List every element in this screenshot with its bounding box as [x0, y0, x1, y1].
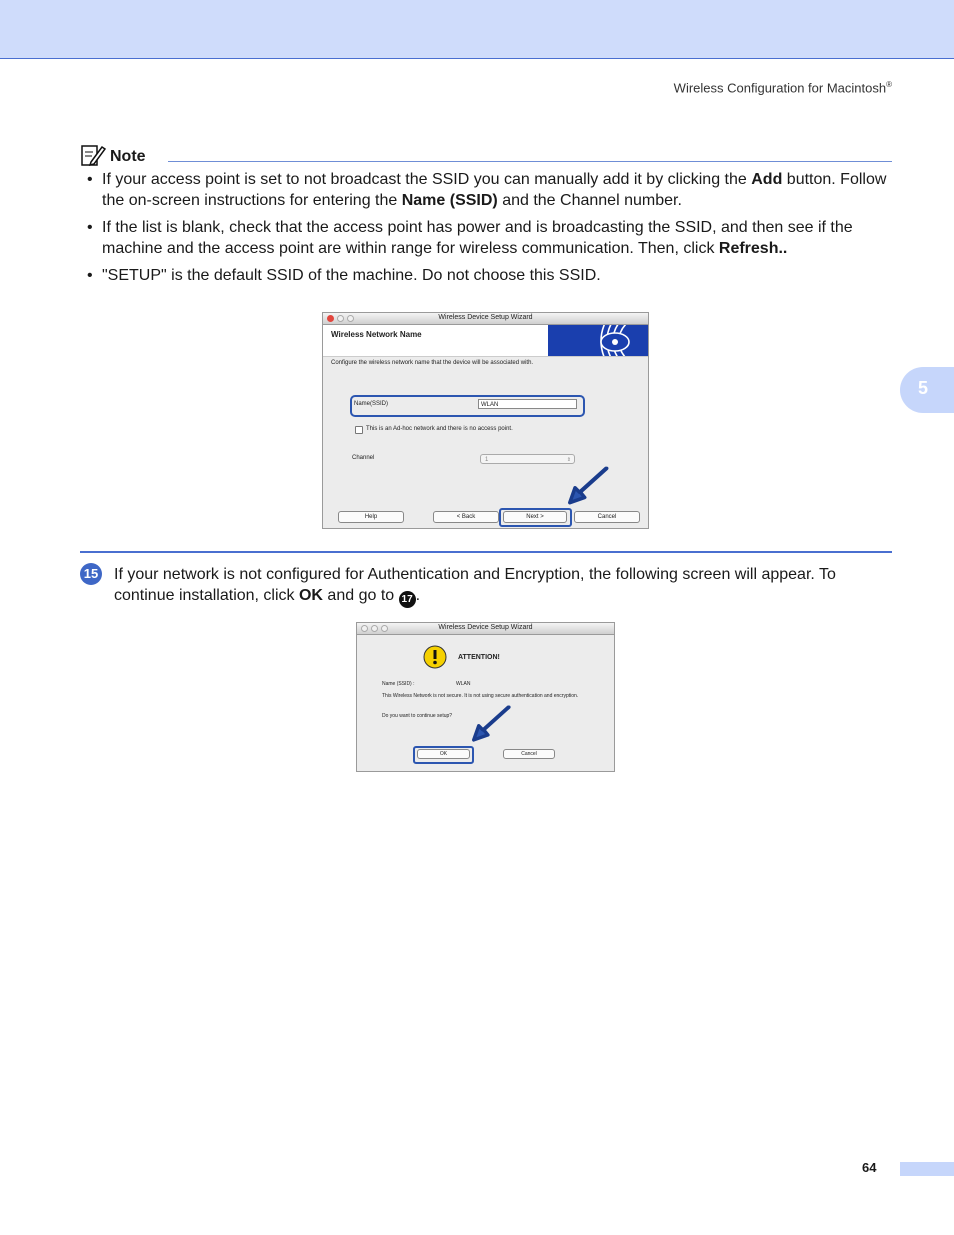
chapter-tab: 5	[900, 367, 954, 413]
warning-icon	[423, 645, 447, 669]
top-header-band	[0, 0, 954, 59]
list-item: • "SETUP" is the default SSID of the machine. Do not choose this SSID.	[87, 267, 601, 284]
channel-select[interactable]: 1 ⇕	[480, 454, 575, 464]
wireless-logo-icon	[548, 325, 648, 356]
note-pencil-icon	[80, 143, 106, 167]
pointer-arrow-icon	[566, 464, 614, 508]
step-rule	[80, 551, 892, 553]
note-title: Note	[110, 148, 146, 165]
ssid-input[interactable]: WLAN	[478, 399, 577, 409]
page-number: 64	[862, 1160, 877, 1175]
security-message: This Wireless Network is not secure. It is not using secure authentication and encryption.	[382, 693, 579, 699]
cancel-button[interactable]: Cancel	[503, 749, 555, 759]
next-button[interactable]: Next >	[503, 511, 567, 523]
ssid-label: Name (SSID) :	[382, 681, 415, 687]
window-title: Wireless Device Setup Wizard	[438, 314, 533, 321]
adhoc-checkbox[interactable]	[355, 426, 363, 434]
note-bullet-list	[80, 170, 892, 294]
list-item: • If the list is blank, check that the access point has power and is broadcasting the SSID, and then see if the machine and the access point are within range for wireless communication. Then, click Refresh..	[87, 219, 853, 257]
stepper-arrows-icon: ⇕	[566, 457, 571, 463]
footer-band	[900, 1162, 954, 1176]
back-button[interactable]: < Back	[433, 511, 499, 523]
instruction-text: Configure the wireless network name that the device will be associated with.	[331, 360, 534, 366]
attention-title: ATTENTION!	[458, 654, 500, 661]
goto-step-number: 17	[399, 591, 416, 608]
help-button[interactable]: Help	[338, 511, 404, 523]
adhoc-label: This is an Ad-hoc network and there is no access point.	[366, 426, 513, 432]
continue-question: Do you want to continue setup?	[382, 713, 453, 719]
pointer-arrow-icon	[469, 703, 517, 745]
step-number: 15	[80, 563, 102, 585]
note-rule	[168, 161, 892, 162]
ok-button[interactable]: OK	[417, 749, 470, 759]
window-titlebar	[357, 623, 614, 635]
screenshot-attention-dialog	[356, 622, 615, 772]
ssid-value: WLAN	[456, 681, 471, 687]
screenshot-wireless-network-name	[322, 312, 649, 529]
ssid-label: Name(SSID)	[354, 401, 389, 407]
note-header	[80, 143, 892, 167]
window-title: Wireless Device Setup Wizard	[438, 624, 533, 631]
list-item: • If your access point is set to not broadcast the SSID you can manually add it by clicking the Add button. Follow the on-screen instructions for entering the Name (SSID) and the Channel number.	[87, 171, 887, 209]
wizard-heading: Wireless Network Name	[331, 330, 422, 339]
window-titlebar	[323, 313, 648, 325]
channel-label: Channel	[352, 455, 375, 461]
step-text: If your network is not configured for Authentication and Encryption, the following screen will appear. To continue installation, click OK and go to 17 .	[114, 565, 894, 608]
running-header: Wireless Configuration for Macintosh®	[673, 80, 892, 96]
cancel-button[interactable]: Cancel	[574, 511, 640, 523]
